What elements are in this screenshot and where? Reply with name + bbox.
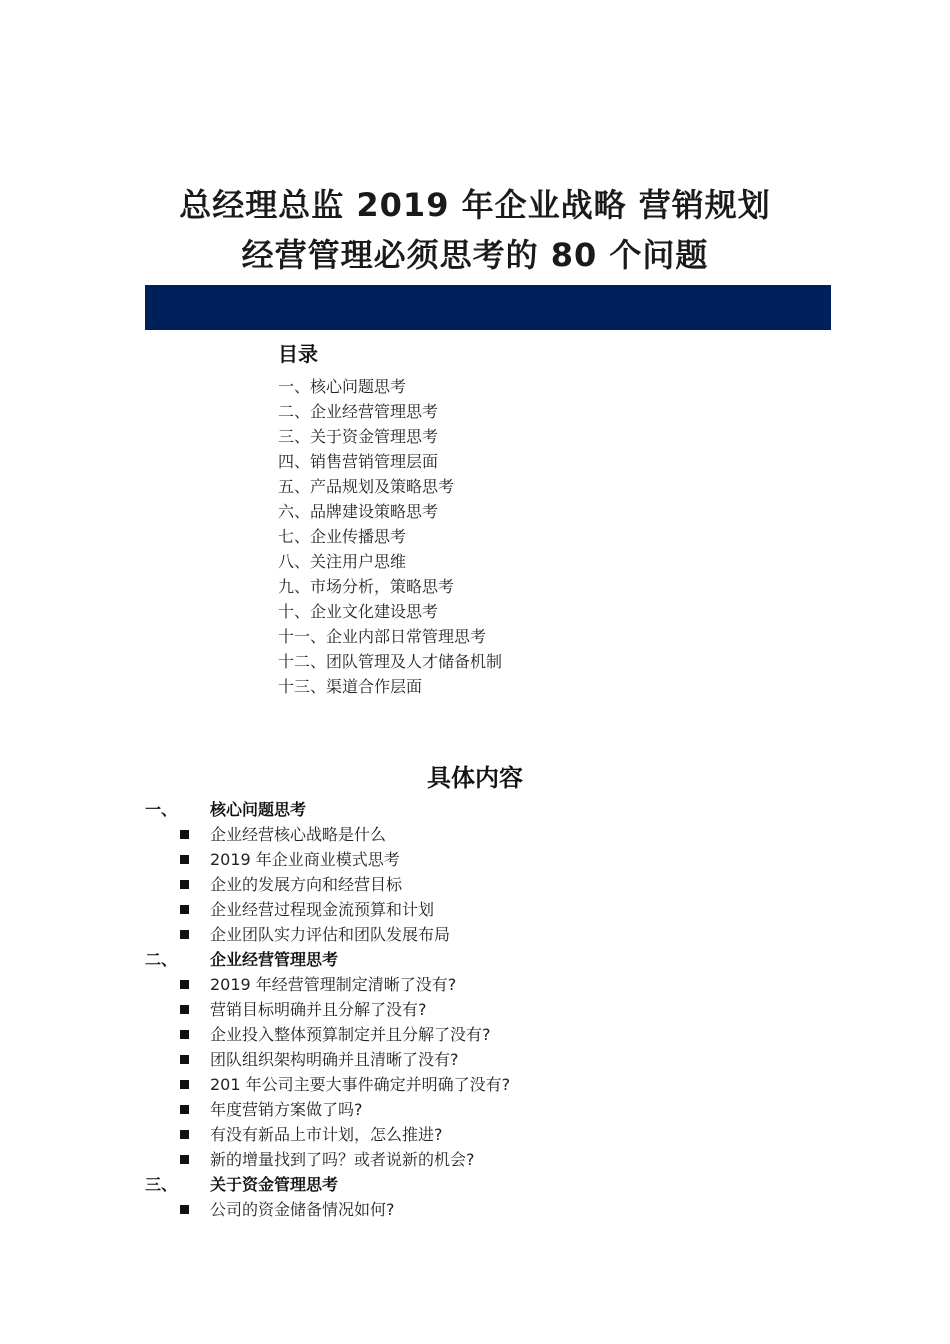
list-item-text: 团队组织架构明确并且清晰了没有?	[210, 1050, 459, 1069]
list-item-text: 营销目标明确并且分解了没有?	[210, 1000, 427, 1019]
toc-item[interactable]: 八、关注用户思维	[278, 552, 407, 571]
section-number: 一、	[145, 800, 178, 819]
list-item-text: 2019 年企业商业模式思考	[210, 850, 400, 869]
list-item-text: 2019 年经营管理制定清晰了没有?	[210, 975, 457, 994]
list-item	[145, 897, 845, 922]
toc-item[interactable]: 三、关于资金管理思考	[278, 427, 439, 446]
square-bullet-icon	[180, 905, 189, 914]
list-item	[145, 1147, 845, 1172]
square-bullet-icon	[180, 1130, 189, 1139]
square-bullet-icon	[180, 1005, 189, 1014]
content-body	[145, 797, 845, 1222]
document-title-line-2: 经营管理必须思考的 80 个问题	[241, 236, 709, 274]
list-item-text: 公司的资金储备情况如何?	[210, 1200, 395, 1219]
list-item	[145, 997, 845, 1022]
list-item-text: 企业投入整体预算制定并且分解了没有?	[210, 1025, 491, 1044]
toc-item[interactable]: 六、品牌建设策略思考	[278, 502, 439, 521]
list-item-text: 企业的发展方向和经营目标	[210, 875, 403, 894]
square-bullet-icon	[180, 855, 189, 864]
square-bullet-icon	[180, 980, 189, 989]
section-title: 企业经营管理思考	[210, 950, 339, 969]
section-heading	[145, 797, 845, 822]
toc-item[interactable]: 四、销售营销管理层面	[278, 452, 439, 471]
square-bullet-icon	[180, 830, 189, 839]
section-title: 核心问题思考	[210, 800, 307, 819]
list-item	[145, 1097, 845, 1122]
list-item	[145, 922, 845, 947]
list-item	[145, 1022, 845, 1047]
list-item-text: 新的增量找到了吗？或者说新的机会?	[210, 1150, 475, 1169]
list-item	[145, 1197, 845, 1222]
toc-item[interactable]: 五、产品规划及策略思考	[278, 477, 455, 496]
toc-item[interactable]: 二、企业经营管理思考	[278, 402, 439, 421]
square-bullet-icon	[180, 1105, 189, 1114]
list-item	[145, 822, 845, 847]
list-item-text: 企业团队实力评估和团队发展布局	[210, 925, 451, 944]
square-bullet-icon	[180, 1055, 189, 1064]
square-bullet-icon	[180, 1080, 189, 1089]
toc-item[interactable]: 十三、渠道合作层面	[278, 677, 423, 696]
square-bullet-icon	[180, 930, 189, 939]
toc-heading: 目录	[278, 342, 318, 366]
square-bullet-icon	[180, 1030, 189, 1039]
toc-item[interactable]: 十二、团队管理及人才储备机制	[278, 652, 503, 671]
square-bullet-icon	[180, 1205, 189, 1214]
title-banner	[145, 285, 831, 330]
list-item	[145, 1122, 845, 1147]
toc-item[interactable]: 七、企业传播思考	[278, 527, 407, 546]
toc-list	[278, 374, 502, 699]
list-item	[145, 847, 845, 872]
toc-item[interactable]: 十、企业文化建设思考	[278, 602, 439, 621]
list-item-text: 企业经营过程现金流预算和计划	[210, 900, 435, 919]
list-item-text: 201 年公司主要大事件确定并明确了没有?	[210, 1075, 511, 1094]
square-bullet-icon	[180, 880, 189, 889]
list-item	[145, 972, 845, 997]
section-number: 二、	[145, 950, 178, 969]
toc-item[interactable]: 十一、企业内部日常管理思考	[278, 627, 487, 646]
section-heading	[145, 947, 845, 972]
content-heading: 具体内容	[427, 764, 523, 792]
section-heading	[145, 1172, 845, 1197]
list-item-text: 企业经营核心战略是什么	[210, 825, 387, 844]
document-title-line-1: 总经理总监 2019 年企业战略 营销规划	[179, 186, 771, 224]
list-item	[145, 872, 845, 897]
list-item-text: 有没有新品上市计划，怎么推进?	[210, 1125, 443, 1144]
toc-item[interactable]: 九、市场分析，策略思考	[278, 577, 455, 596]
list-item-text: 年度营销方案做了吗?	[210, 1100, 363, 1119]
list-item	[145, 1047, 845, 1072]
toc-item[interactable]: 一、核心问题思考	[278, 377, 407, 396]
list-item	[145, 1072, 845, 1097]
section-title: 关于资金管理思考	[210, 1175, 339, 1194]
square-bullet-icon	[180, 1155, 189, 1164]
section-number: 三、	[145, 1175, 178, 1194]
